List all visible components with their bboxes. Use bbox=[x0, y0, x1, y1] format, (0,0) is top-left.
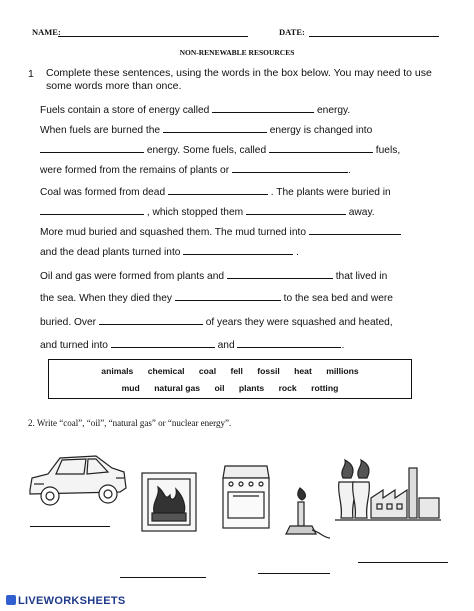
answer-blank[interactable] bbox=[269, 143, 373, 153]
word-box-row-2 bbox=[49, 383, 411, 393]
word-box-row-1 bbox=[49, 366, 411, 376]
word-item: fell bbox=[230, 366, 243, 376]
word-item: rock bbox=[278, 383, 297, 393]
bunsen-burner-icon bbox=[282, 486, 332, 542]
page-title: NON-RENEWABLE RESOURCES bbox=[179, 48, 295, 57]
sentence-text: and the dead plants turned into bbox=[40, 247, 184, 258]
stove-icon bbox=[219, 462, 273, 532]
word-box bbox=[48, 359, 412, 399]
sentence-text: of years they were squashed and heated, bbox=[202, 317, 393, 328]
car-icon bbox=[26, 450, 130, 512]
footer-brand bbox=[6, 595, 126, 609]
answer-blank[interactable] bbox=[111, 338, 215, 348]
sentence-text: to the sea bed and were bbox=[280, 293, 393, 304]
sentence-line-9 bbox=[40, 269, 387, 282]
sentence-text: and bbox=[214, 340, 238, 351]
word-item: chemical bbox=[147, 366, 185, 376]
word-item: natural gas bbox=[154, 383, 201, 393]
date-field[interactable] bbox=[309, 36, 439, 37]
answer-blank[interactable] bbox=[227, 269, 333, 279]
sentence-text: and turned into bbox=[40, 340, 111, 351]
answer-blank[interactable] bbox=[40, 205, 144, 215]
sentence-line-3 bbox=[40, 143, 400, 156]
sentence-text: More mud buried and squashed them. The mud turned into bbox=[40, 227, 309, 238]
word-item: oil bbox=[214, 383, 225, 393]
question-1-number: 1 bbox=[28, 68, 34, 80]
answer-blank[interactable] bbox=[232, 163, 348, 173]
question-2-instruction: 2. Write “coal”, “oil”, “natural gas” or “nuclear energy”. bbox=[28, 418, 232, 428]
answer-blank[interactable] bbox=[163, 123, 267, 133]
word-item: millions bbox=[326, 366, 359, 376]
answer-line-power-station[interactable] bbox=[358, 562, 448, 563]
sentence-text: Fuels contain a store of energy called bbox=[40, 105, 213, 116]
sentence-line-2 bbox=[40, 123, 372, 136]
sentence-text: , which stopped them bbox=[144, 207, 246, 218]
sentence-text: away. bbox=[345, 207, 375, 218]
word-item: fossil bbox=[257, 366, 280, 376]
sentence-line-1 bbox=[40, 103, 350, 116]
sentence-text: . bbox=[347, 165, 351, 176]
answer-blank[interactable] bbox=[99, 315, 203, 325]
sentence-text: Oil and gas were formed from plants and bbox=[40, 271, 227, 282]
sentence-text: energy. bbox=[314, 105, 351, 116]
header bbox=[32, 27, 454, 41]
name-field[interactable] bbox=[58, 36, 248, 37]
sentence-text: . The plants were buried in bbox=[267, 187, 391, 198]
sentence-text: . bbox=[341, 340, 345, 351]
answer-blank[interactable] bbox=[212, 103, 314, 113]
sentence-text: energy. Some fuels, called bbox=[144, 145, 269, 156]
sentence-text: . bbox=[293, 247, 299, 258]
answer-line-car[interactable] bbox=[30, 526, 110, 527]
sentence-text: were formed from the remains of plants or bbox=[40, 165, 232, 176]
word-item: animals bbox=[101, 366, 134, 376]
power-station-icon bbox=[333, 458, 443, 534]
sentence-text: Coal was formed from dead bbox=[40, 187, 168, 198]
sentence-text: energy is changed into bbox=[266, 125, 373, 136]
sentence-line-8 bbox=[40, 245, 299, 258]
sentence-line-11 bbox=[40, 315, 393, 328]
brand-text: LIVEWORKSHEETS bbox=[18, 595, 126, 607]
sentence-line-10 bbox=[40, 291, 393, 304]
answer-blank[interactable] bbox=[168, 185, 268, 195]
word-item: coal bbox=[198, 366, 217, 376]
sentence-line-5 bbox=[40, 185, 391, 198]
sentence-text: fuels, bbox=[372, 145, 401, 156]
answer-blank[interactable] bbox=[40, 143, 144, 153]
sentence-text: When fuels are burned the bbox=[40, 125, 163, 136]
sentence-text: that lived in bbox=[332, 271, 388, 282]
sentence-line-12 bbox=[40, 338, 344, 351]
sentence-line-7 bbox=[40, 225, 401, 238]
liveworksheets-logo-icon bbox=[6, 595, 16, 605]
word-item: plants bbox=[238, 383, 265, 393]
name-label: NAME: bbox=[32, 27, 61, 37]
sentence-text: the sea. When they died they bbox=[40, 293, 175, 304]
answer-blank[interactable] bbox=[183, 245, 293, 255]
answer-line-fireplace[interactable] bbox=[120, 577, 206, 578]
answer-blank[interactable] bbox=[309, 225, 401, 235]
word-item: rotting bbox=[311, 383, 339, 393]
fireplace-icon bbox=[140, 471, 198, 533]
question-1-instruction: Complete these sentences, using the words in the box below. You may need to use some words more than once. bbox=[46, 67, 432, 92]
answer-blank[interactable] bbox=[175, 291, 281, 301]
sentence-text: buried. Over bbox=[40, 317, 99, 328]
word-item: mud bbox=[121, 383, 140, 393]
answer-blank[interactable] bbox=[246, 205, 346, 215]
date-label: DATE: bbox=[279, 27, 305, 37]
answer-line-burner[interactable] bbox=[258, 573, 330, 574]
word-item: heat bbox=[294, 366, 312, 376]
answer-blank[interactable] bbox=[237, 338, 341, 348]
sentence-line-6 bbox=[40, 205, 375, 218]
sentence-line-4 bbox=[40, 163, 351, 176]
